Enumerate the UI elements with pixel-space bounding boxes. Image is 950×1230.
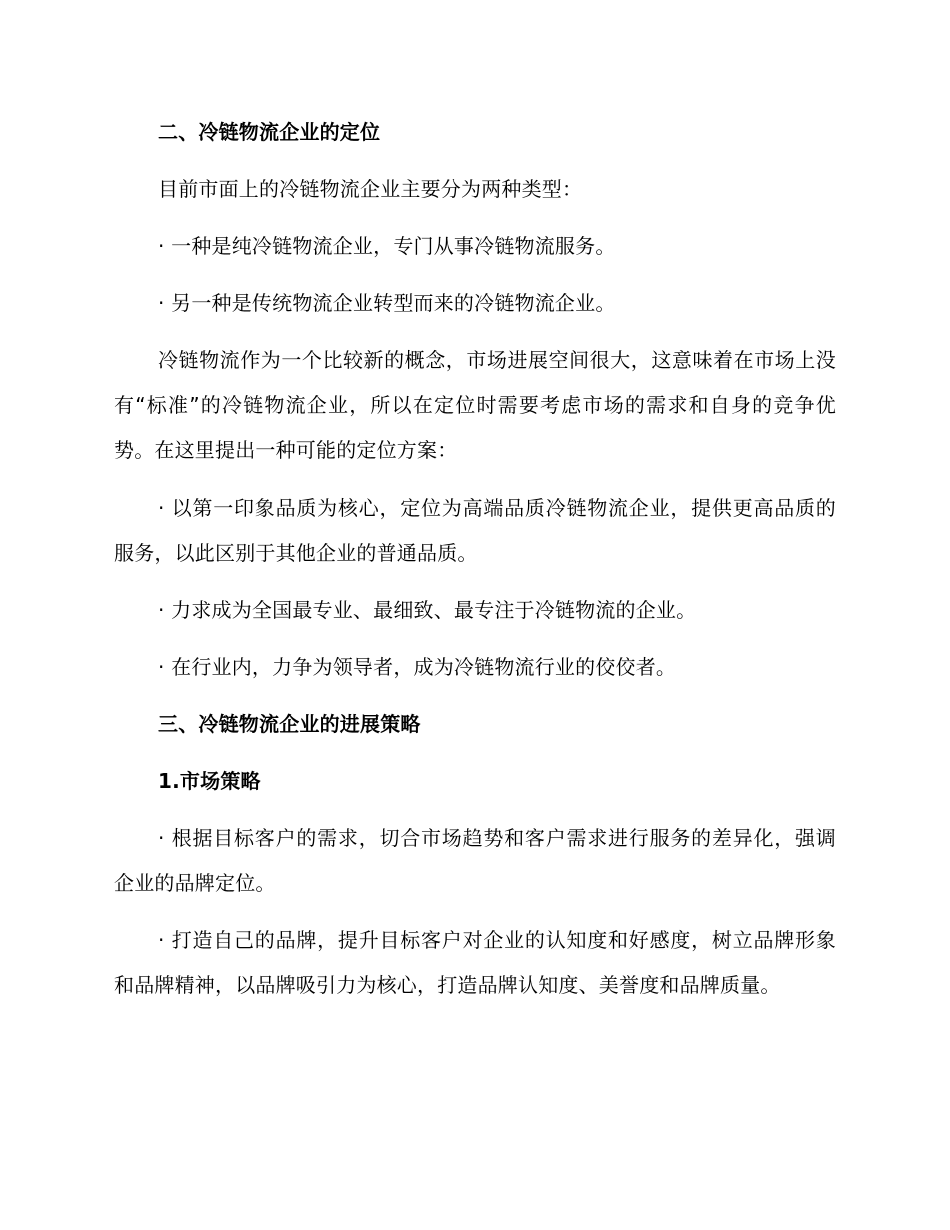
paragraph-positioning-rationale: 冷链物流作为一个比较新的概念，市场进展空间很大，这意味着在市场上没有“标准”的冷链物流企业，所以在定位时需要考虑市场的需求和自身的竞争优势。在这里提出一种可能的定位方案： bbox=[114, 348, 836, 462]
subheading-market-strategy: 1.市场策略 bbox=[158, 769, 261, 793]
section-heading-strategy: 三、冷链物流企业的进展策略 bbox=[158, 712, 421, 736]
bullet-high-end-quality: · 以第一印象品质为核心，定位为高端品质冷链物流企业，提供更高品质的服务，以此区别于其他企业的普通品质。 bbox=[114, 496, 836, 565]
bullet-pure-cold-chain: · 一种是纯冷链物流企业，专门从事冷链物流服务。 bbox=[158, 234, 616, 258]
bullet-differentiation: · 根据目标客户的需求，切合市场趋势和客户需求进行服务的差异化，强调企业的品牌定位。 bbox=[114, 826, 836, 895]
bullet-brand-building: · 打造自己的品牌，提升目标客户对企业的认知度和好感度，树立品牌形象和品牌精神，以品牌吸引力为核心，打造品牌认知度、美誉度和品牌质量。 bbox=[114, 928, 836, 997]
paragraph-market-types-intro: 目前市面上的冷链物流企业主要分为两种类型： bbox=[158, 177, 583, 201]
bullet-most-professional: · 力求成为全国最专业、最细致、最专注于冷链物流的企业。 bbox=[158, 598, 697, 622]
bullet-transformed-logistics: · 另一种是传统物流企业转型而来的冷链物流企业。 bbox=[158, 291, 616, 315]
bullet-industry-leader: · 在行业内，力争为领导者，成为冷链物流行业的佼佼者。 bbox=[158, 655, 677, 679]
section-heading-positioning: 二、冷链物流企业的定位 bbox=[158, 120, 381, 144]
document-body bbox=[114, 110, 836, 1008]
